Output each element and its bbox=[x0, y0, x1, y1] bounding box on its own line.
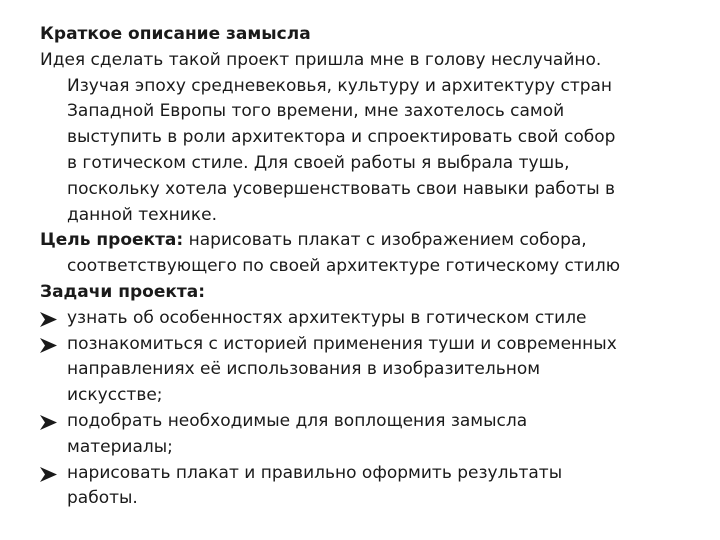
idea-line: Западной Европы того времени, мне захотелось самой bbox=[67, 101, 565, 122]
idea-line: выступить в роли архитектора и спроектировать свой собор bbox=[67, 127, 616, 148]
list-item-text: материалы; bbox=[67, 436, 173, 457]
idea-line: данной технике. bbox=[67, 204, 217, 225]
goal-line bbox=[40, 228, 700, 254]
list-item-text: работы. bbox=[67, 488, 138, 509]
goal-label: Цель проекта: bbox=[40, 230, 184, 251]
list-item-text: искусстве; bbox=[67, 385, 163, 406]
arrowhead-bullet-icon bbox=[40, 467, 57, 482]
list-item-text: направлениях её использования в изобразительном bbox=[67, 359, 541, 380]
list-item-text: познакомиться с историей применения туши и современных bbox=[67, 333, 617, 354]
tasks-heading: Задачи проекта: bbox=[40, 281, 206, 302]
idea-line: поскольку хотела усовершенствовать свои навыки работы в bbox=[67, 178, 616, 199]
list-item-text: нарисовать плакат и правильно оформить результаты bbox=[67, 462, 563, 483]
slide-title: Краткое описание замысла bbox=[40, 24, 311, 44]
list-item-text: узнать об особенностях архитектуры в готическом стиле bbox=[67, 307, 587, 328]
list-item-text: подобрать необходимые для воплощения замысла bbox=[67, 410, 528, 431]
tasks-list bbox=[40, 306, 700, 512]
goal-text: нарисовать плакат с изображением собора, bbox=[183, 230, 587, 251]
idea-line: Идея сделать такой проект пришла мне в голову неслучайно. bbox=[40, 49, 602, 70]
slide-content bbox=[40, 22, 700, 512]
arrowhead-bullet-icon bbox=[40, 312, 57, 327]
idea-paragraph bbox=[40, 48, 700, 229]
arrowhead-bullet-icon bbox=[40, 338, 57, 353]
list-item bbox=[40, 332, 700, 409]
goal-line: соответствующего по своей архитектуре готическому стилю bbox=[67, 256, 621, 277]
list-item bbox=[40, 461, 700, 513]
idea-line: в готическом стиле. Для своей работы я выбрала тушь, bbox=[67, 152, 570, 173]
list-item bbox=[40, 306, 700, 332]
idea-line: Изучая эпоху средневековья, культуру и архитектуру стран bbox=[67, 75, 613, 96]
goal-paragraph bbox=[40, 228, 700, 280]
list-item bbox=[40, 409, 700, 461]
arrowhead-bullet-icon bbox=[40, 415, 57, 430]
